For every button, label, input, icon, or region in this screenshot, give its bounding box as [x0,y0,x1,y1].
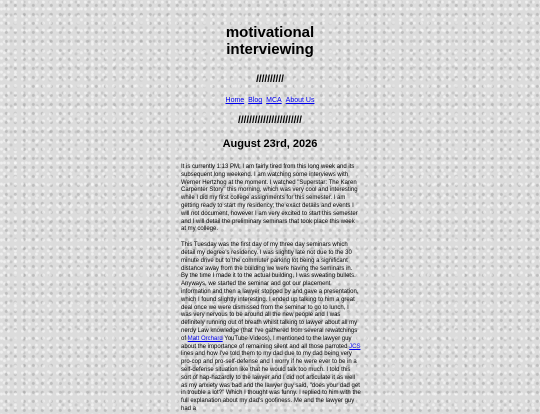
site-title-line1: motivational [225,24,315,41]
site-title [0,0,540,58]
post-content [181,164,361,414]
nav-link-about-us[interactable]: About Us [285,97,315,104]
matt-orchard-link[interactable]: Matt Orchard [187,335,223,342]
site-title-line2: interviewing [226,41,314,58]
divider-long: /////////////////////// [238,115,302,126]
paragraph-2-text-c: lines and how I've told them to my dad due to my dad being very pro-cop and pro-self-defense and I worry if he were ever to be in a self-defense situation like that he would talk too much. I told this sort of hap-hazardly to the lawyer and I did not articulate it as well as my anxiety was bad and the lawyer guy said, "does your dad get in trouble a lot?" Which I thought was funny. I replied to him with the full explanation about my dad's goofiness. Me and the lawyer guy had a [181,351,361,412]
nav-link-blog[interactable]: Blog [248,97,263,104]
nav-link-mca[interactable]: MCA [266,97,282,104]
paragraph-2 [181,242,361,414]
divider-short: ////////// [256,74,284,85]
jcs-link[interactable]: JCS [349,343,361,350]
paragraph-2-text-a: This Tuesday was the first day of my three day seminars which detail my degree's residency. I was slightly late not due to the 30 minute drive but to the commuter parking lot being a significant distance away from the building we were having the seminars in. By the time I made it to the actual building, I was sweating bullets. Anyways, we started the seminar and got our placement information and then a lawyer stopped by and gave a presentation, which I found slightly interesting. I ended up talking to him a great deal once we were dismissed from the seminar to go to lunch, I was very nervous to be around all the new people and I was definitely running out of breath whilst talking to lawyer about all my nerdy Law knowledge (that I've gathered from several rewatchings of [181,242,359,342]
paragraph-1: It is currently 1:13 PM; I am fairly tired from this long week and its subsequent long weekend. I am watching some interviews with Werner Hertzhog at the moment. I watched "Superstar: The Karen Carpenter Story" this morning, which was very cool and interesting while I did my first college assignments for this semester. I am getting ready to start my residency; the exact details and events I will not document, however I am very excited to start this semester and I will detail the preliminary seminars that took place this week at my college. [181,164,358,233]
paragraph-2-text-b: YouTube Videos). I mentioned to the lawyer guy about the importance of remaining silent and all those parroted [181,335,352,350]
nav-link-home[interactable]: Home [225,97,245,104]
post-date: August 23rd, 2026 [222,138,318,150]
nav-bar [0,97,540,104]
